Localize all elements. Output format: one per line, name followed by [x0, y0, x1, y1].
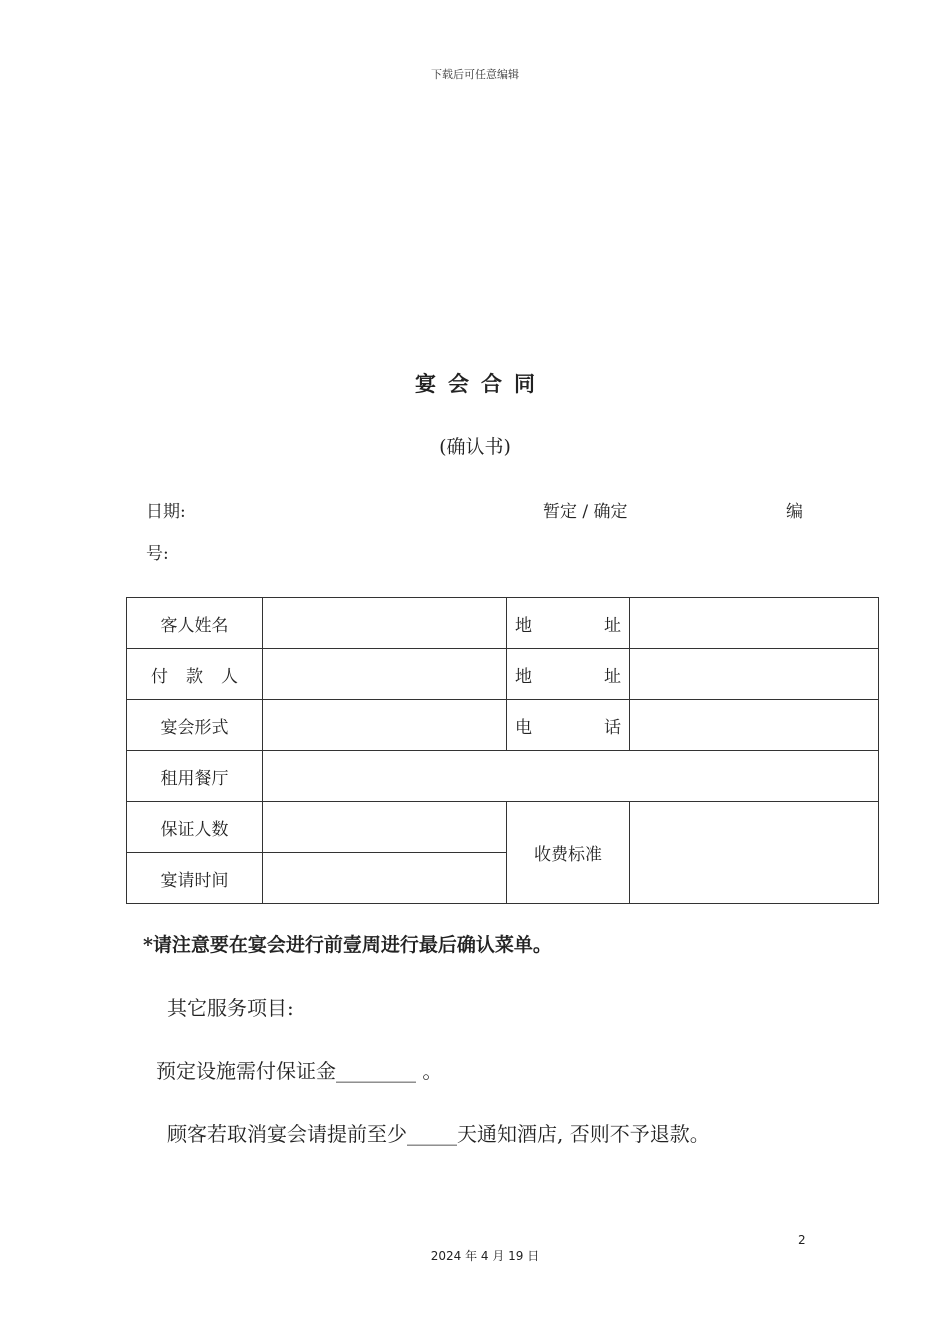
table-row [127, 649, 879, 700]
page-number: 2 [798, 1233, 806, 1247]
banquet-time-field[interactable] [263, 853, 507, 904]
banquet-type-field[interactable] [263, 700, 507, 751]
guest-address-field[interactable] [630, 598, 879, 649]
document-title: 宴会合同 [415, 371, 547, 396]
number-label-part2: 号: [146, 544, 169, 564]
page-header-note: 下载后可任意编辑 [431, 68, 519, 81]
footer-date: 2024 年 4 月 19 日 [430, 1249, 540, 1263]
payer-address-field[interactable] [630, 649, 879, 700]
hall-label: 租用餐厅 [127, 751, 263, 802]
payer-label: 付款人 [127, 649, 263, 700]
other-services-line: 其它服务项目: [167, 996, 294, 1020]
table-row [127, 700, 879, 751]
fee-standard-label: 收费标准 [507, 802, 630, 904]
banquet-time-label: 宴请时间 [127, 853, 263, 904]
fee-standard-field[interactable] [630, 802, 879, 904]
guaranteed-count-field[interactable] [263, 802, 507, 853]
banquet-form-table [126, 597, 879, 904]
menu-confirmation-notice: *请注意要在宴会进行前壹周进行最后确认菜单。 [143, 934, 552, 956]
table-row [127, 751, 879, 802]
cancellation-line: 顾客若取消宴会请提前至少_____天通知酒店, 否则不予退款。 [167, 1122, 710, 1146]
phone-field[interactable] [630, 700, 879, 751]
deposit-line: 预定设施需付保证金________ 。 [156, 1059, 443, 1083]
address-label: 地址 [507, 598, 630, 649]
table-row [127, 598, 879, 649]
phone-label: 电话 [507, 700, 630, 751]
status-label: 暂定 / 确定 [543, 502, 628, 522]
guest-name-field[interactable] [263, 598, 507, 649]
address-label: 地址 [507, 649, 630, 700]
table-row [127, 802, 879, 853]
banquet-type-label: 宴会形式 [127, 700, 263, 751]
number-label-part1: 编 [786, 502, 803, 522]
guaranteed-count-label: 保证人数 [127, 802, 263, 853]
guest-name-label: 客人姓名 [127, 598, 263, 649]
document-subtitle: (确认书) [439, 436, 511, 458]
date-label: 日期: [146, 502, 186, 522]
payer-field[interactable] [263, 649, 507, 700]
hall-field[interactable] [263, 751, 879, 802]
